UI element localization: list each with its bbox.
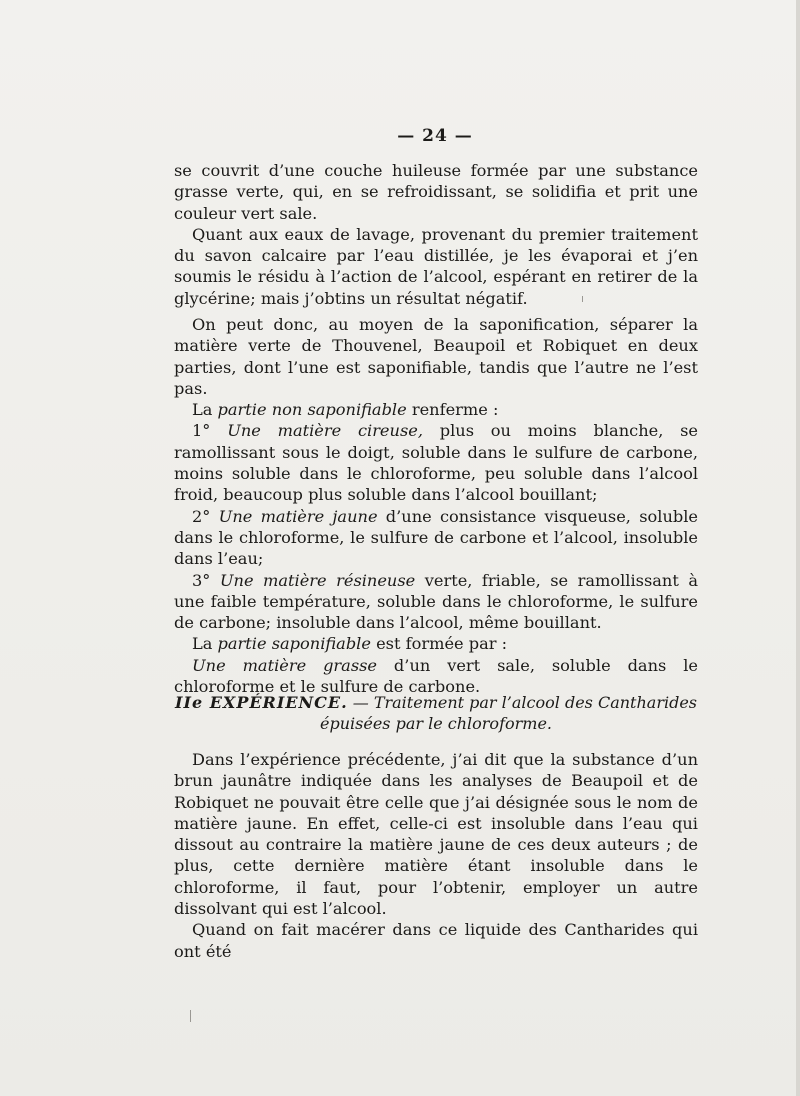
paragraph: Quant aux eaux de lavage, provenant du premier traitement du savon calcaire par l’eau distillée, je les évaporai et j’en soumis le résidu à l’action de l’alcool, espérant en retirer de la glycérine; mais j’obtins un résultat négatif. <box>174 224 698 308</box>
heading-lead: IIe EXPÉRIENCE. <box>174 693 348 712</box>
ink-speck <box>582 296 583 302</box>
paragraph: se couvrit d’une couche huileuse formée par une substance grasse verte, qui, en se refroidissant, se solidifia et prit une couleur vert sale. <box>174 161 698 223</box>
list-item <box>174 570 698 634</box>
paragraph <box>174 633 698 654</box>
emphasis: Une matière jaune <box>218 506 378 526</box>
item-number: 1° <box>192 421 211 441</box>
emphasis: Une matière cireuse, <box>227 421 423 441</box>
text-run: renferme : <box>406 400 499 420</box>
emphasis: Une matière résineuse <box>219 570 416 590</box>
item-number: 3° <box>192 570 211 590</box>
text-block-saponification <box>174 314 698 697</box>
text-run: est formée par : <box>370 634 508 654</box>
item-number: 2° <box>192 506 211 526</box>
text-run: verte, friable, se ramollissant à une faible température, soluble dans le chloroforme, le sulfure de carbone; insoluble dans l’alcool, même bouillant. <box>174 570 698 633</box>
section-heading <box>174 692 698 734</box>
text-run: d’un vert sale, soluble dans le chloroforme et le sulfure de carbone. <box>174 655 698 697</box>
paragraph: On peut donc, au moyen de la saponification, séparer la matière verte de Thouvenel, Beaupoil et Robiquet en deux parties, dont l’une est saponifiable, tandis que l’autre ne l’est pas. <box>174 315 698 398</box>
paragraph <box>174 655 698 698</box>
text-run: d’une consistance visqueuse, soluble dans le chloroforme, le sulfure de carbone et l’alcool, insoluble dans l’eau; <box>174 506 698 569</box>
text-run: La <box>192 634 218 654</box>
emphasis: partie saponifiable <box>217 634 371 654</box>
emphasis: partie non saponifiable <box>217 400 407 420</box>
text-run: La <box>192 400 218 420</box>
list-item <box>174 506 698 570</box>
paragraph <box>174 399 698 420</box>
text-block-bottom <box>174 749 698 962</box>
page-number: — 24 — <box>397 126 473 146</box>
heading-title: — Traitement par l’alcool des Cantharides épuisées par le chloroforme. <box>320 693 698 733</box>
list-item <box>174 420 698 505</box>
page-edge <box>796 0 800 1096</box>
text-run: plus ou moins blanche, se ramollissant sous le doigt, soluble dans le sulfure de carbone, moins soluble dans le chloroforme, peu soluble dans l’alcool froid, beaucoup plus soluble dans l’alcool bouillant; <box>174 421 698 505</box>
text-block-top <box>174 160 698 309</box>
ink-speck <box>190 1010 191 1022</box>
paragraph: Dans l’expérience précédente, j’ai dit que la substance d’un brun jaunâtre indiquée dans les analyses de Beaupoil et de Robiquet ne pouvait être celle que j’ai désignée sous le nom de matière jaune. En effet, celle-ci est insoluble dans l’eau qui dissout au contraire la matière jaune de ces deux auteurs ; de plus, cette dernière matière étant insoluble dans le chloroforme, il faut, pour l’obtenir, employer un autre dissolvant qui est l’alcool. <box>174 750 698 919</box>
paragraph: Quand on fait macérer dans ce liquide des Cantharides qui ont été <box>174 920 698 961</box>
emphasis: Une matière grasse <box>192 655 378 675</box>
